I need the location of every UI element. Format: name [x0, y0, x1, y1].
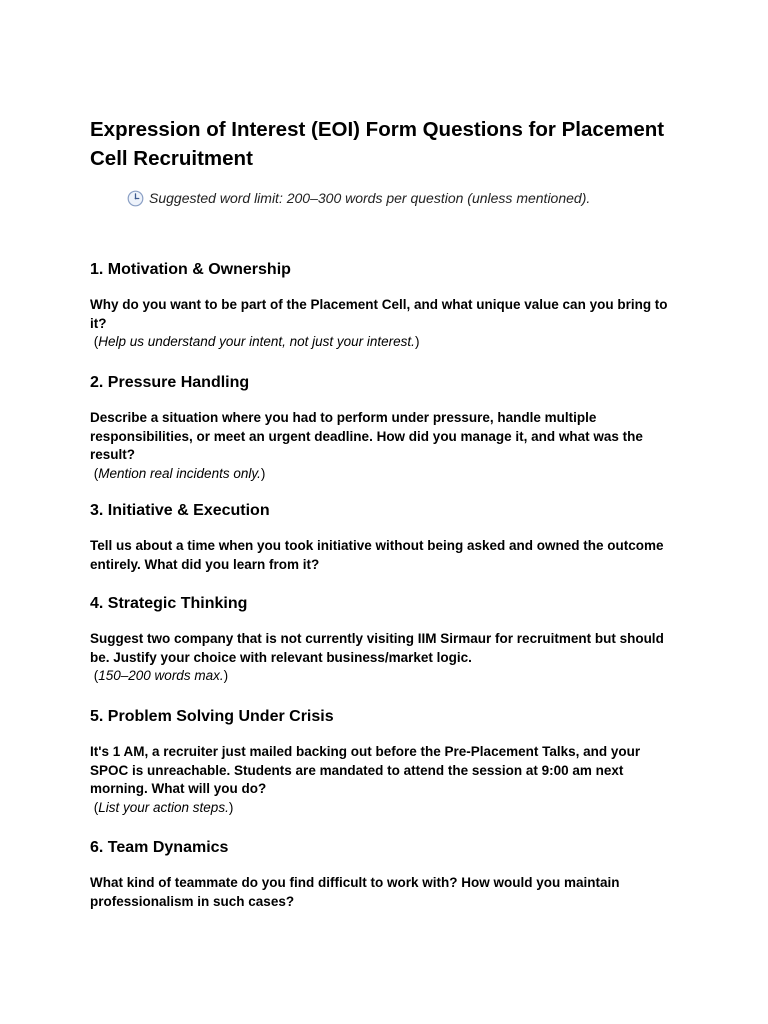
- section-initiative: [90, 500, 682, 574]
- hint-text: Mention real incidents only.: [98, 466, 261, 482]
- hint-text: 150–200 words max.: [98, 668, 224, 684]
- document-page: [90, 0, 690, 1024]
- question-text: It's 1 AM, a recruiter just mailed backing out before the Pre-Placement Talks, and your SPOC is unreachable. Students are mandated to attend the session at 9:00 am next morning. What will you do?: [90, 744, 641, 797]
- section-heading: 1. Motivation & Ownership: [90, 261, 291, 278]
- hint-text: Help us understand your intent, not just your interest.: [98, 334, 415, 350]
- section-strategic-thinking: [90, 593, 682, 686]
- hint-text: List your action steps.: [98, 800, 229, 816]
- section-heading: 2. Pressure Handling: [90, 374, 250, 391]
- question-text: Describe a situation where you had to perform under pressure, handle multiple responsibilities, or meet an urgent deadline. How did you manage it, and what was the result?: [90, 410, 643, 463]
- question-hint: (List your action steps.): [90, 800, 234, 816]
- question-text: Tell us about a time when you took initiative without being asked and owned the outcome entirely. What did you learn from it?: [90, 538, 664, 572]
- section-team-dynamics: [90, 837, 682, 911]
- word-limit-note: [127, 188, 590, 208]
- question-hint: (Help us understand your intent, not just your interest.): [90, 334, 420, 350]
- section-heading: 4. Strategic Thinking: [90, 595, 248, 612]
- section-heading: 5. Problem Solving Under Crisis: [90, 708, 334, 725]
- question-hint: (Mention real incidents only.): [90, 466, 266, 482]
- section-motivation: [90, 259, 682, 352]
- clock-icon: [127, 190, 144, 207]
- section-heading: 3. Initiative & Execution: [90, 502, 270, 519]
- question-text: What kind of teammate do you find difficult to work with? How would you maintain professionalism in such cases?: [90, 875, 620, 909]
- document-title: Expression of Interest (EOI) Form Questions for Placement Cell Recruitment: [90, 118, 665, 170]
- section-heading: 6. Team Dynamics: [90, 839, 229, 856]
- question-text: Suggest two company that is not currently visiting IIM Sirmaur for recruitment but should be. Justify your choice with relevant business/market logic.: [90, 631, 664, 665]
- question-hint: (150–200 words max.): [90, 668, 229, 684]
- question-text: Why do you want to be part of the Placement Cell, and what unique value can you bring to it?: [90, 297, 668, 331]
- section-pressure-handling: [90, 372, 682, 484]
- word-limit-text: Suggested word limit: 200–300 words per question (unless mentioned).: [149, 190, 591, 206]
- section-problem-solving: [90, 706, 682, 818]
